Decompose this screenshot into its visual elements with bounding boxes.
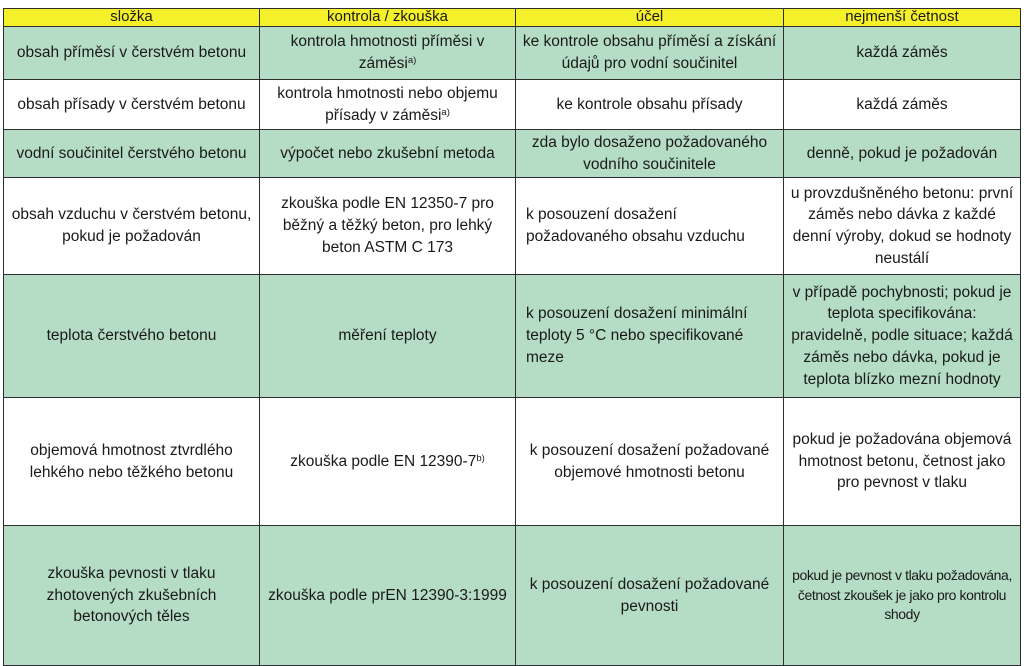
cell-frequency: pokud je pevnost v tlaku požadována, četnost zkoušek je jako pro kontrolu shody [784, 526, 1021, 666]
cell-test: měření teploty [260, 275, 516, 398]
header-component: složka [4, 9, 260, 27]
cell-frequency: pokud je požadována objemová hmotnost betonu, četnost jako pro pevnost v tlaku [784, 398, 1021, 526]
cell-purpose: ke kontrole obsahu přísady [516, 80, 784, 130]
header-test: kontrola / zkouška [260, 9, 516, 27]
footnote-ref: b) [476, 452, 485, 464]
table-row [4, 526, 1021, 666]
cell-test: výpočet nebo zkušební metoda [260, 130, 516, 178]
cell-component: zkouška pevnosti v tlaku zhotovených zkušebních betonových těles [4, 526, 260, 666]
cell-test: zkouška podle EN 12350-7 pro běžný a těžký beton, pro lehký beton ASTM C 173 [260, 178, 516, 275]
table-row [4, 178, 1021, 275]
concrete-control-table [3, 8, 1021, 666]
cell-frequency: v případě pochybnosti; pokud je teplota specifikována: pravidelně, podle situace; každá záměs nebo dávka, pokud je teplota blízko mezní hodnoty [784, 275, 1021, 398]
table-row [4, 130, 1021, 178]
table-row [4, 80, 1021, 130]
header-frequency: nejmenší četnost [784, 9, 1021, 27]
cell-frequency: každá záměs [784, 27, 1021, 80]
cell-test: zkouška podle prEN 12390-3:1999 [260, 526, 516, 666]
cell-frequency: každá záměs [784, 80, 1021, 130]
header-row [4, 9, 1021, 27]
table-row [4, 398, 1021, 526]
header-purpose: účel [516, 9, 784, 27]
cell-component: obsah přísady v čerstvém betonu [4, 80, 260, 130]
footnote-ref: a) [441, 106, 450, 118]
cell-test: zkouška podle EN 12390-7$^{b)}$ [260, 398, 516, 526]
cell-component: obsah příměsí v čerstvém betonu [4, 27, 260, 80]
cell-purpose: k posouzení dosažení požadované pevnosti [516, 526, 784, 666]
cell-frequency: denně, pokud je požadován [784, 130, 1021, 178]
cell-component: vodní součinitel čerstvého betonu [4, 130, 260, 178]
cell-purpose: k posouzení dosažení požadovaného obsahu vzduchu [516, 178, 784, 275]
cell-purpose: k posouzení dosažení minimální teploty 5 °C nebo specifikované meze [516, 275, 784, 398]
cell-test: kontrola hmotnosti nebo objemu přísady v záměsi$^{a)}$ [260, 80, 516, 130]
cell-purpose: ke kontrole obsahu příměsí a získání údajů pro vodní součinitel [516, 27, 784, 80]
cell-component: objemová hmotnost ztvrdlého lehkého nebo těžkého betonu [4, 398, 260, 526]
cell-component: teplota čerstvého betonu [4, 275, 260, 398]
table-row [4, 27, 1021, 80]
cell-test: kontrola hmotnosti příměsi v záměsi$^{a)}$ [260, 27, 516, 80]
cell-purpose: k posouzení dosažení požadované objemové hmotnosti betonu [516, 398, 784, 526]
cell-frequency: u provzdušněného betonu: první záměs nebo dávka z každé denní výroby, dokud se hodnoty neustálí [784, 178, 1021, 275]
table-row [4, 275, 1021, 398]
footnote-ref: a) [407, 55, 417, 66]
cell-purpose: zda bylo dosaženo požadovaného vodního součinitele [516, 130, 784, 178]
cell-component: obsah vzduchu v čerstvém betonu, pokud je požadován [4, 178, 260, 275]
